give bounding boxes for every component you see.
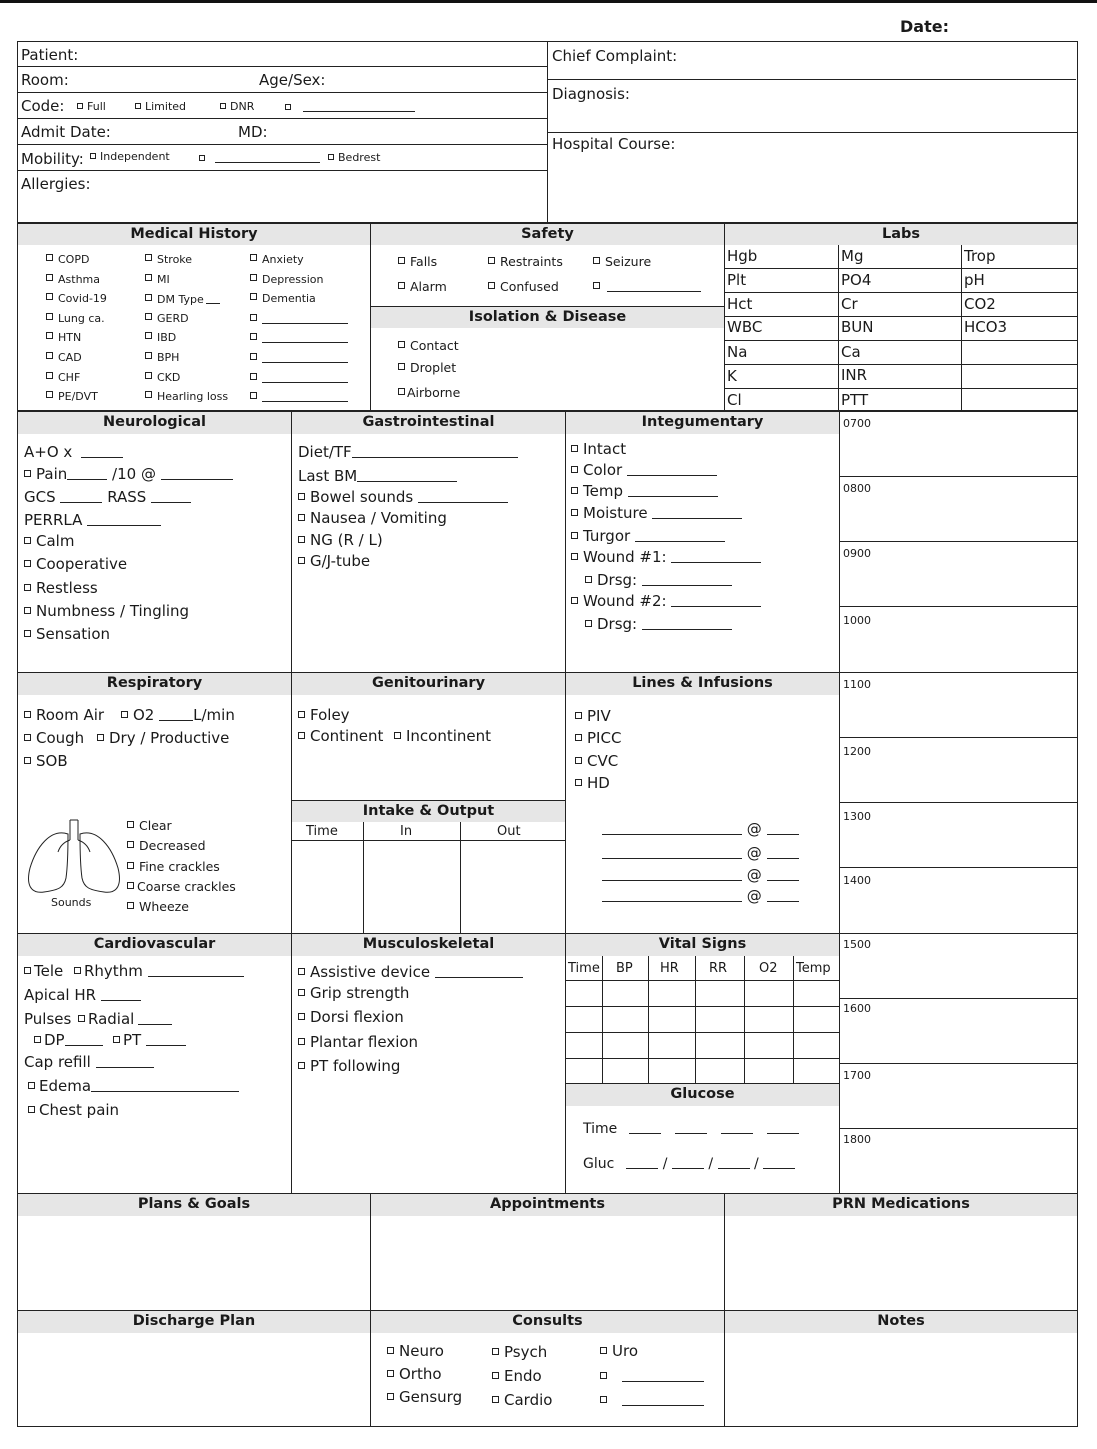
mh-dementia[interactable]: Dementia — [250, 292, 316, 305]
resp-cough[interactable]: Cough — [24, 729, 84, 747]
lab-ca: Ca — [841, 343, 861, 361]
top-border — [0, 0, 1097, 3]
mobility-bedrest-checkbox[interactable]: Bedrest — [328, 151, 380, 164]
resp-sound-decreased[interactable]: Decreased — [127, 838, 206, 853]
isolation-airborne[interactable]: Airborne — [398, 385, 460, 400]
mh-htn[interactable]: HTN — [46, 331, 81, 344]
mh-stroke[interactable]: Stroke — [145, 253, 192, 266]
cardio-dp[interactable]: DP — [34, 1031, 103, 1049]
labs-box — [724, 223, 1078, 411]
resp-dry-productive[interactable]: Dry / Productive — [97, 729, 229, 747]
vitals-col-time: Time — [568, 961, 600, 976]
patient-label: Patient: — [21, 46, 79, 64]
glucose-value-row[interactable]: Gluc / / / — [583, 1156, 795, 1172]
vitals-col-rr: RR — [709, 961, 728, 976]
neuro-sensation[interactable]: Sensation — [24, 625, 110, 643]
neuro-gcs-rass: GCS RASS — [24, 488, 191, 506]
neuro-perrla: PERRLA — [24, 511, 161, 529]
integ-wound-2[interactable]: Wound #2: — [571, 592, 761, 610]
consult-other-2[interactable] — [600, 1391, 704, 1409]
lab-k: K — [727, 367, 737, 385]
glucose-time-row[interactable]: Time — [583, 1121, 799, 1137]
safety-confused[interactable]: Confused — [488, 279, 559, 294]
resp-sound-clear[interactable]: Clear — [127, 818, 172, 833]
consult-cardio[interactable]: Cardio — [492, 1391, 552, 1409]
time-1100: 1100 — [843, 678, 871, 691]
gu-incontinent[interactable]: Incontinent — [394, 727, 491, 745]
mh-ibd[interactable]: IBD — [145, 331, 176, 344]
gi-bowel-sounds[interactable]: Bowel sounds — [298, 488, 508, 506]
lab-po4: PO4 — [841, 271, 872, 289]
integ-drsg-1[interactable]: Drsg: — [585, 571, 732, 589]
code-label: Code: — [21, 97, 65, 115]
safety-title: Safety — [371, 224, 724, 245]
cardio-tele[interactable]: Tele — [24, 962, 63, 980]
mh-mi[interactable]: MI — [145, 273, 170, 286]
infusion-line-4[interactable]: @ — [602, 887, 799, 905]
time-1300: 1300 — [843, 810, 871, 823]
infusion-line-1[interactable]: @ — [602, 820, 799, 838]
neuro-numbness[interactable]: Numbness / Tingling — [24, 602, 189, 620]
io-col-in: In — [400, 824, 413, 839]
code-dnr-checkbox[interactable]: DNR — [220, 100, 254, 113]
infusion-line-2[interactable]: @ — [602, 844, 799, 862]
time-0800: 0800 — [843, 482, 871, 495]
gi-nausea[interactable]: Nausea / Vomiting — [298, 509, 447, 527]
lab-ptt: PTT — [841, 391, 869, 409]
lab-plt: Plt — [727, 271, 747, 289]
mh-depression[interactable]: Depression — [250, 273, 324, 286]
isolation-title: Isolation & Disease — [371, 307, 724, 328]
gu-foley[interactable]: Foley — [298, 706, 350, 724]
mh-copd[interactable]: COPD — [46, 253, 89, 266]
lab-mg: Mg — [841, 247, 864, 265]
neuro-restless[interactable]: Restless — [24, 579, 98, 597]
consult-psych[interactable]: Psych — [492, 1343, 547, 1361]
safety-restraints[interactable]: Restraints — [488, 254, 563, 269]
mh-dm-type[interactable]: DM Type — [145, 292, 220, 306]
consult-other-1[interactable] — [600, 1367, 704, 1385]
msk-title: Musculoskeletal — [292, 934, 565, 956]
io-col-time: Time — [306, 824, 338, 839]
age-sex-label: Age/Sex: — [259, 71, 326, 89]
mh-anxiety[interactable]: Anxiety — [250, 253, 304, 266]
prn-title: PRN Medications — [725, 1194, 1077, 1216]
resp-sob[interactable]: SOB — [24, 752, 68, 770]
mh-ckd[interactable]: CKD — [145, 371, 180, 384]
vitals-col-hr: HR — [660, 961, 679, 976]
lab-hct: Hct — [727, 295, 753, 313]
cardio-pt[interactable]: PT — [113, 1031, 186, 1049]
mh-asthma[interactable]: Asthma — [46, 273, 100, 286]
integ-moisture[interactable]: Moisture — [571, 504, 742, 522]
neuro-title: Neurological — [18, 412, 291, 434]
safety-alarm[interactable]: Alarm — [398, 279, 447, 294]
infusion-line-3[interactable]: @ — [602, 866, 799, 884]
cardio-pulses: Pulses — [24, 1010, 72, 1028]
mobility-other-checkbox[interactable] — [199, 151, 320, 165]
resp-o2[interactable]: O2 L/min — [121, 706, 235, 724]
integ-turgor[interactable]: Turgor — [571, 527, 725, 545]
vitals-col-temp: Temp — [796, 961, 831, 976]
lab-ph: pH — [964, 271, 985, 289]
consult-endo[interactable]: Endo — [492, 1367, 542, 1385]
glucose-title: Glucose — [566, 1084, 839, 1106]
cardio-title: Cardiovascular — [18, 934, 291, 956]
gi-last-bm: Last BM — [298, 467, 457, 485]
mh-other-1[interactable] — [250, 312, 348, 326]
discharge-title: Discharge Plan — [18, 1311, 370, 1333]
msk-pt-following[interactable]: PT following — [298, 1057, 400, 1075]
io-col-out: Out — [497, 824, 521, 839]
isolation-droplet[interactable]: Droplet — [398, 360, 456, 375]
msk-grip-strength[interactable]: Grip strength — [298, 984, 409, 1002]
hospital-course-label: Hospital Course: — [552, 135, 676, 153]
mh-other-4[interactable] — [250, 371, 348, 385]
cardio-apical-hr: Apical HR — [24, 986, 141, 1004]
lines-title: Lines & Infusions — [566, 673, 839, 695]
resp-sound-coarse-crackles[interactable]: Coarse crackles — [127, 879, 236, 894]
lab-hco3: HCO3 — [964, 318, 1008, 336]
time-1200: 1200 — [843, 745, 871, 758]
mh-hearing-loss[interactable]: Hearling loss — [145, 390, 228, 403]
mh-chf[interactable]: CHF — [46, 371, 80, 384]
cardio-chest-pain[interactable]: Chest pain — [28, 1101, 119, 1119]
chief-complaint-label: Chief Complaint: — [552, 47, 678, 65]
gi-ng[interactable]: NG (R / L) — [298, 531, 383, 549]
msk-plantar-flexion[interactable]: Plantar flexion — [298, 1033, 418, 1051]
time-1400: 1400 — [843, 874, 871, 887]
msk-assistive-device[interactable]: Assistive device — [298, 963, 523, 981]
lungs-icon — [24, 818, 124, 898]
resp-title: Respiratory — [18, 673, 291, 695]
lab-bun: BUN — [841, 318, 874, 336]
lab-na: Na — [727, 343, 748, 361]
resp-room-air[interactable]: Room Air — [24, 706, 104, 724]
date-label: Date: — [900, 17, 949, 36]
mobility-label: Mobility: — [21, 150, 84, 168]
vitals-col-o2: O2 — [759, 961, 778, 976]
lines-picc[interactable]: PICC — [575, 729, 621, 747]
time-0700: 0700 — [843, 417, 871, 430]
isolation-contact[interactable]: Contact — [398, 338, 459, 353]
room-label: Room: — [21, 71, 69, 89]
lines-piv[interactable]: PIV — [575, 707, 611, 725]
integ-temp[interactable]: Temp — [571, 482, 718, 500]
mobility-independent-checkbox[interactable]: Independent — [90, 150, 170, 163]
diagnosis-label: Diagnosis: — [552, 85, 630, 103]
lines-cvc[interactable]: CVC — [575, 752, 618, 770]
neuro-aox: A+O x — [24, 443, 123, 461]
consult-gensurg[interactable]: Gensurg — [387, 1388, 462, 1406]
mh-lung-ca[interactable]: Lung ca. — [46, 312, 105, 325]
safety-other[interactable] — [593, 279, 701, 294]
gi-gj-tube[interactable]: G/J-tube — [298, 552, 370, 570]
cardio-rhythm[interactable]: Rhythm — [74, 962, 244, 980]
gi-diet: Diet/TF — [298, 443, 518, 461]
appointments-title: Appointments — [371, 1194, 724, 1216]
time-1800: 1800 — [843, 1133, 871, 1146]
lab-hgb: Hgb — [727, 247, 758, 265]
msk-dorsi-flexion[interactable]: Dorsi flexion — [298, 1008, 404, 1026]
integ-intact[interactable]: Intact — [571, 440, 626, 458]
lab-wbc: WBC — [727, 318, 763, 336]
mh-covid[interactable]: Covid-19 — [46, 292, 107, 305]
gi-title: Gastrointestinal — [292, 412, 565, 434]
cardio-radial[interactable]: Radial — [78, 1010, 172, 1028]
resp-sound-fine-crackles[interactable]: Fine crackles — [127, 859, 220, 874]
plans-title: Plans & Goals — [18, 1194, 370, 1216]
neuro-pain[interactable]: Pain /10 @ — [24, 465, 233, 483]
neuro-calm[interactable]: Calm — [24, 532, 74, 550]
lab-cl: Cl — [727, 391, 742, 409]
mh-gerd[interactable]: GERD — [145, 312, 189, 325]
cardio-cap-refill: Cap refill — [24, 1053, 154, 1071]
mh-other-5[interactable] — [250, 390, 348, 404]
cardio-edema[interactable]: Edema — [28, 1077, 239, 1095]
time-1600: 1600 — [843, 1002, 871, 1015]
io-title: Intake & Output — [292, 801, 565, 822]
consults-title: Consults — [371, 1311, 724, 1333]
integ-title: Integumentary — [566, 412, 839, 434]
consult-ortho[interactable]: Ortho — [387, 1365, 442, 1383]
safety-falls[interactable]: Falls — [398, 254, 437, 269]
gu-continent[interactable]: Continent — [298, 727, 383, 745]
lab-co2: CO2 — [964, 295, 996, 313]
integ-drsg-2[interactable]: Drsg: — [585, 615, 732, 633]
time-1000: 1000 — [843, 614, 871, 627]
resp-sound-wheeze[interactable]: Wheeze — [127, 899, 189, 914]
neuro-cooperative[interactable]: Cooperative — [24, 555, 127, 573]
vitals-title: Vital Signs — [566, 934, 839, 956]
gu-title: Genitourinary — [292, 673, 565, 695]
resp-sounds-label: Sounds — [51, 896, 92, 909]
lab-trop: Trop — [964, 247, 996, 265]
labs-title: Labs — [725, 224, 1077, 245]
allergies-label: Allergies: — [21, 175, 91, 193]
admit-date-label: Admit Date: — [21, 123, 111, 141]
time-0900: 0900 — [843, 547, 871, 560]
md-label: MD: — [238, 123, 268, 141]
lab-cr: Cr — [841, 295, 858, 313]
integ-wound-1[interactable]: Wound #1: — [571, 548, 761, 566]
mh-cad[interactable]: CAD — [46, 351, 82, 364]
time-1700: 1700 — [843, 1069, 871, 1082]
time-1500: 1500 — [843, 938, 871, 951]
vitals-col-bp: BP — [616, 961, 633, 976]
consult-uro[interactable]: Uro — [600, 1342, 638, 1360]
notes-title: Notes — [725, 1311, 1077, 1333]
lines-hd[interactable]: HD — [575, 774, 610, 792]
mh-other-2[interactable] — [250, 331, 348, 345]
mh-pe-dvt[interactable]: PE/DVT — [46, 390, 98, 403]
medical-history-title: Medical History — [18, 224, 370, 245]
code-limited-checkbox[interactable]: Limited — [135, 100, 186, 113]
code-full-checkbox[interactable]: Full — [77, 100, 106, 113]
consult-neuro[interactable]: Neuro — [387, 1342, 444, 1360]
lab-inr: INR — [841, 366, 868, 384]
integ-color[interactable]: Color — [571, 461, 717, 479]
code-other-checkbox[interactable] — [285, 100, 415, 114]
safety-seizure[interactable]: Seizure — [593, 254, 651, 269]
mh-bph[interactable]: BPH — [145, 351, 179, 364]
mh-other-3[interactable] — [250, 351, 348, 365]
